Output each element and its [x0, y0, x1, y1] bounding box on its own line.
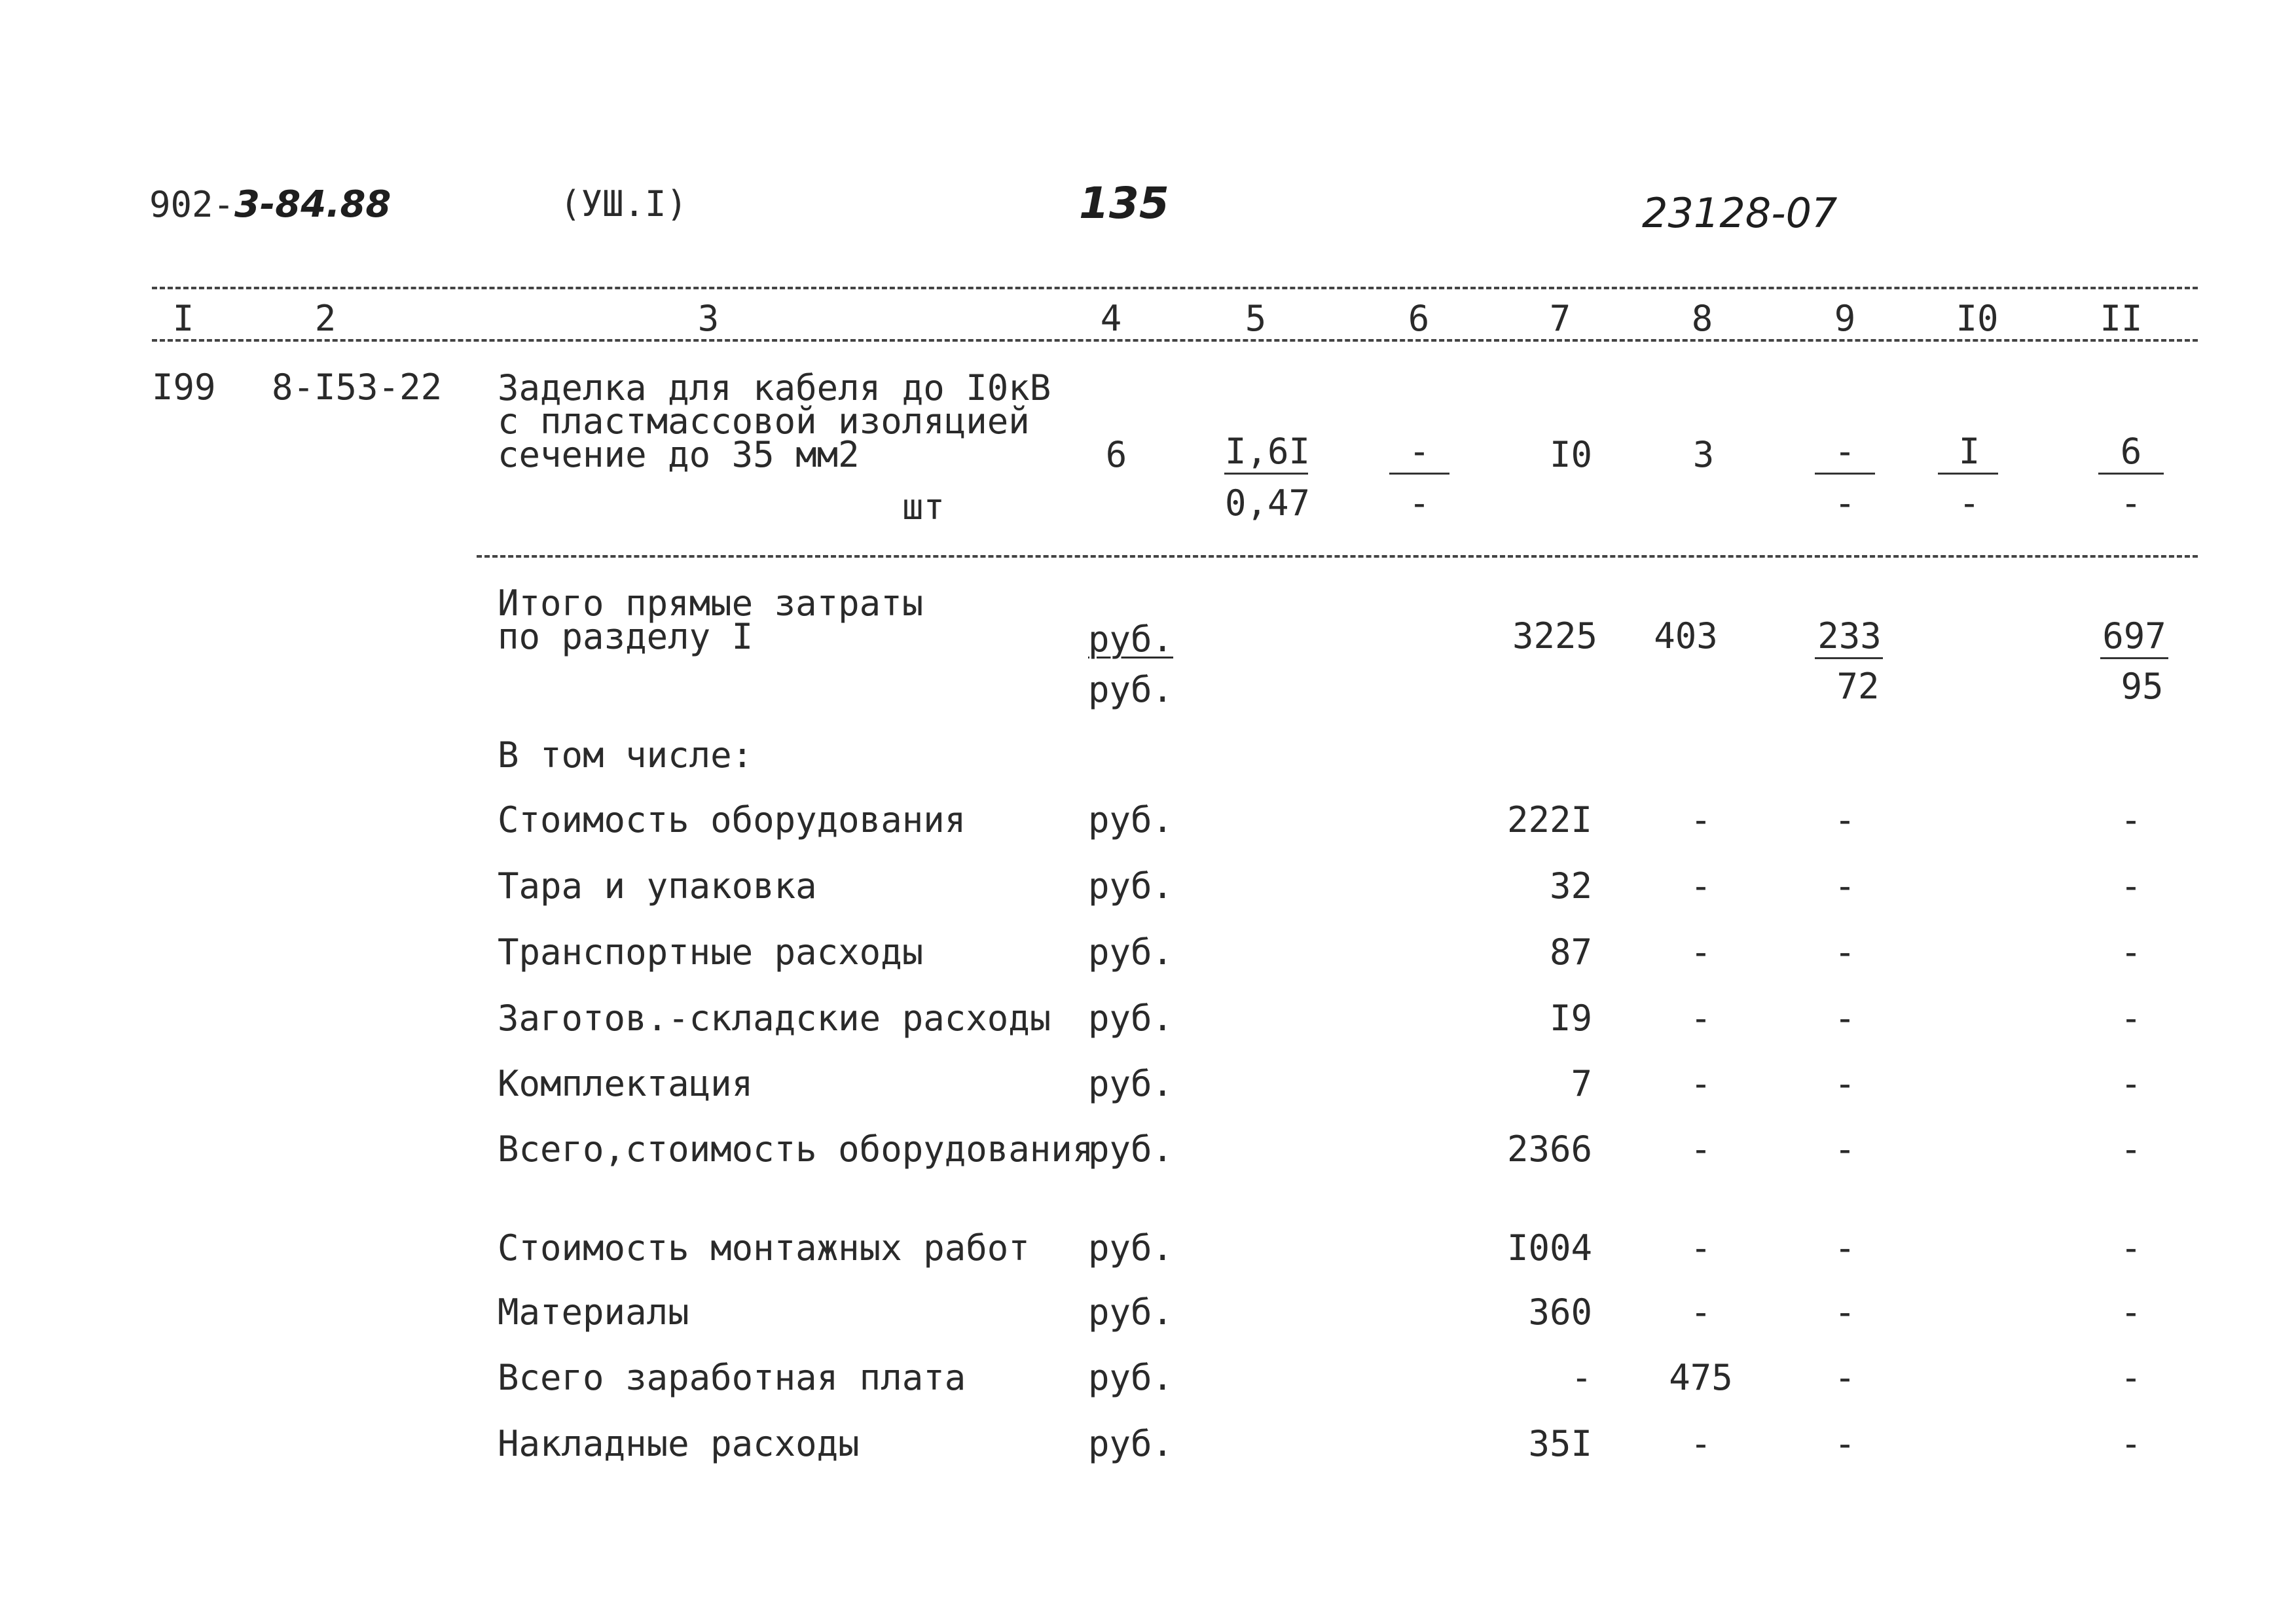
- row-col11: -: [2120, 1128, 2142, 1170]
- row-col7: 32: [1549, 865, 1592, 907]
- item-separator-rule: [477, 555, 2198, 558]
- row-col7: I9: [1549, 998, 1592, 1039]
- row-unit: руб.: [1088, 998, 1174, 1039]
- including-label: В том числе:: [498, 734, 754, 776]
- item-col6-top: -: [1408, 431, 1430, 472]
- column-header-7: 7: [1549, 298, 1571, 339]
- volume-label: (УШ.I): [560, 183, 688, 225]
- column-header-8: 8: [1691, 298, 1713, 339]
- row-label: Комплектация: [498, 1063, 754, 1104]
- item-col10-top: I: [1958, 431, 1980, 472]
- item-col9-bottom: -: [1834, 482, 1856, 524]
- row-col9: -: [1834, 1357, 1856, 1398]
- row-col7: I004: [1506, 1227, 1592, 1269]
- row-label: Тара и упаковка: [498, 865, 817, 907]
- row-col11: -: [2120, 998, 2142, 1039]
- column-header-1: I: [172, 298, 194, 339]
- item-description-line1: Заделка для кабеля до I0кВ: [498, 367, 1051, 408]
- item-position: I99: [152, 367, 216, 408]
- row-label: Всего заработная плата: [498, 1357, 966, 1398]
- row-col11: -: [2120, 1063, 2142, 1104]
- row-unit: руб.: [1088, 1291, 1174, 1333]
- item-col5-fraction-bar: [1224, 473, 1308, 475]
- total-unit-top: руб.: [1088, 619, 1174, 660]
- item-description-line2: с пластмассовой изоляцией: [498, 401, 1030, 442]
- row-label: Материалы: [498, 1291, 689, 1333]
- row-unit: руб.: [1088, 1423, 1174, 1464]
- row-unit: руб.: [1088, 799, 1174, 840]
- item-col7: I0: [1549, 434, 1592, 475]
- total-col7: 3225: [1512, 615, 1597, 657]
- row-col8: -: [1690, 1423, 1712, 1464]
- item-col11-top: 6: [2120, 431, 2142, 472]
- row-label: Транспортные расходы: [498, 931, 924, 973]
- row-label: Стоимость оборудования: [498, 799, 966, 840]
- row-col11: -: [2120, 1423, 2142, 1464]
- row-col11: -: [2120, 1357, 2142, 1398]
- total-col11-fraction-bar: [2100, 657, 2168, 659]
- row-col9: -: [1834, 799, 1856, 840]
- page-number: 135: [1079, 178, 1169, 228]
- row-col7: 360: [1528, 1291, 1592, 1333]
- item-description-line3: сечение до 35 мм2: [498, 434, 860, 475]
- column-header-3: 3: [697, 298, 720, 339]
- row-col9: -: [1834, 865, 1856, 907]
- total-label-line2: по разделу I: [498, 616, 754, 657]
- item-col11-fraction-bar: [2098, 473, 2164, 475]
- row-col8: -: [1690, 998, 1712, 1039]
- row-col11: -: [2120, 931, 2142, 973]
- item-col6-fraction-bar: [1389, 473, 1449, 475]
- document-code-handwritten: 3-84.88: [234, 183, 392, 226]
- row-col7: 222I: [1506, 799, 1592, 840]
- row-col8: -: [1690, 1128, 1712, 1170]
- row-unit: руб.: [1088, 1357, 1174, 1398]
- row-col8: -: [1690, 799, 1712, 840]
- total-label-line1: Итого прямые затраты: [498, 583, 924, 624]
- column-header-2: 2: [314, 298, 337, 339]
- item-col9-top: -: [1834, 431, 1856, 472]
- row-col9: -: [1834, 1291, 1856, 1333]
- item-col5-top: I,6I: [1224, 431, 1311, 472]
- row-label: Стоимость монтажных работ: [498, 1227, 1030, 1269]
- row-unit: руб.: [1088, 865, 1174, 907]
- item-col6-bottom: -: [1408, 482, 1430, 524]
- column-header-11: II: [2100, 298, 2143, 339]
- item-unit: шт: [902, 486, 945, 528]
- document-code-printed: 902-: [149, 184, 235, 225]
- row-col8: -: [1690, 1063, 1712, 1104]
- row-col9: -: [1834, 1063, 1856, 1104]
- row-col8: -: [1690, 931, 1712, 973]
- row-col8: -: [1690, 865, 1712, 907]
- row-col11: -: [2120, 799, 2142, 840]
- header-top-rule: [152, 287, 2198, 289]
- column-header-5: 5: [1245, 298, 1267, 339]
- item-col9-fraction-bar: [1815, 473, 1875, 475]
- column-header-9: 9: [1834, 298, 1856, 339]
- item-quantity: 6: [1105, 434, 1127, 475]
- column-header-4: 4: [1100, 298, 1122, 339]
- row-label: Всего,стоимость оборудования: [498, 1128, 1094, 1170]
- item-col10-bottom: -: [1958, 482, 1980, 524]
- header-bottom-rule: [152, 339, 2198, 342]
- item-col5-bottom: 0,47: [1224, 482, 1311, 524]
- item-col8: 3: [1692, 434, 1715, 475]
- inventory-number: 23128-07: [1642, 189, 1838, 237]
- total-col11-bottom: 95: [2121, 666, 2164, 707]
- row-col11: -: [2120, 1291, 2142, 1333]
- row-col7: -: [1571, 1357, 1592, 1398]
- document-code: [149, 183, 392, 226]
- row-col7: 87: [1549, 931, 1592, 973]
- column-header-6: 6: [1408, 298, 1430, 339]
- row-col9: -: [1834, 1227, 1856, 1269]
- row-label: Накладные расходы: [498, 1423, 860, 1464]
- item-col10-fraction-bar: [1938, 473, 1998, 475]
- row-col9: -: [1834, 1423, 1856, 1464]
- row-unit: руб.: [1088, 1128, 1174, 1170]
- row-label: Заготов.-складские расходы: [498, 998, 1051, 1039]
- total-col11-top: 697: [2102, 615, 2166, 657]
- row-unit: руб.: [1088, 1063, 1174, 1104]
- total-col9-bottom: 72: [1836, 666, 1880, 707]
- row-col7: 2366: [1506, 1128, 1592, 1170]
- row-col11: -: [2120, 865, 2142, 907]
- row-col7: 7: [1571, 1063, 1592, 1104]
- row-unit: руб.: [1088, 931, 1174, 973]
- row-col8: 475: [1669, 1357, 1733, 1398]
- item-col11-bottom: -: [2120, 482, 2142, 524]
- total-unit-bottom: руб.: [1088, 669, 1174, 710]
- row-col7: 35I: [1528, 1423, 1592, 1464]
- total-col9-top: 233: [1817, 615, 1882, 657]
- row-col8: -: [1690, 1291, 1712, 1333]
- total-col8: 403: [1654, 615, 1718, 657]
- row-col9: -: [1834, 931, 1856, 973]
- total-col9-fraction-bar: [1815, 657, 1883, 659]
- item-code: 8-I53-22: [272, 367, 443, 408]
- column-header-10: I0: [1956, 298, 1999, 339]
- row-col11: -: [2120, 1227, 2142, 1269]
- row-col9: -: [1834, 1128, 1856, 1170]
- row-col9: -: [1834, 998, 1856, 1039]
- row-unit: руб.: [1088, 1227, 1174, 1269]
- row-col8: -: [1690, 1227, 1712, 1269]
